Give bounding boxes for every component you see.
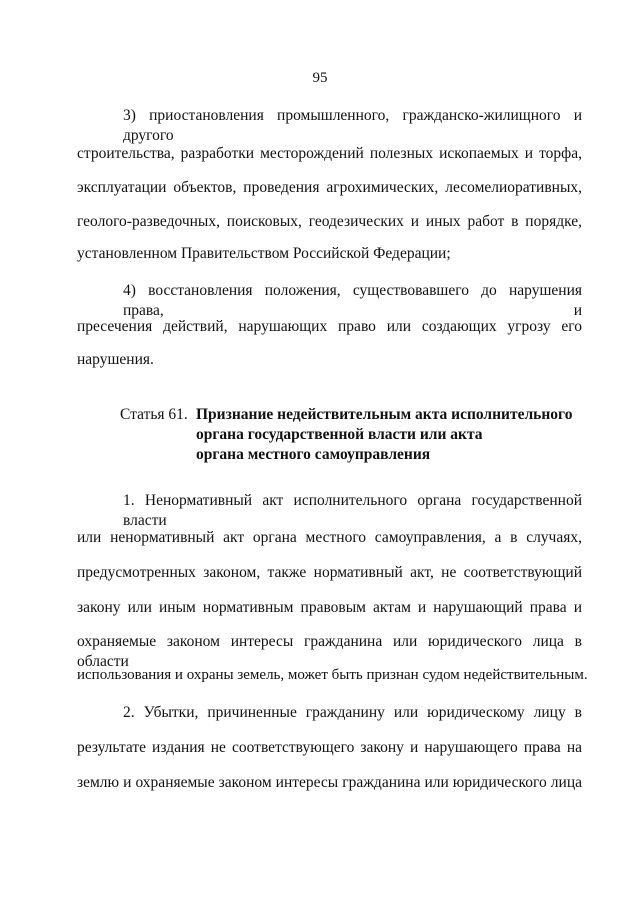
clause-1-line-4: закону или иным нормативным правовым актам и нарушающий права и [77, 599, 582, 616]
clause-2-line-1: 2. Убытки, причиненные гражданину или юридическому лицу в [123, 704, 582, 721]
article-title-line-3: органа местного самоуправления [196, 446, 431, 463]
clause-1-line-1: 1. Ненормативный акт исполнительного органа государственной власти [123, 492, 582, 529]
clause-2-line-3: землю и охраняемые законом интересы гражданина или юридического лица [77, 774, 582, 791]
clause-1-line-6: использования и охраны земель, может быть признан судом недействительным. [77, 667, 588, 683]
paragraph-3-line-5: установленном Правительством Российской Федерации; [77, 245, 451, 262]
paragraph-3-line-1: 3) приостановления промышленного, гражданско-жилищного и другого [123, 107, 582, 144]
paragraph-3-line-4: геолого-разведочных, поисковых, геодезических и иных работ в порядке, [77, 213, 582, 230]
clause-1-line-2: или ненормативный акт органа местного самоуправления, а в случаях, [77, 529, 582, 546]
clause-2-line-2: результате издания не соответствующего закону и нарушающего права на [77, 739, 582, 756]
paragraph-4-line-3: нарушения. [77, 351, 154, 368]
clause-1-line-3: предусмотренных законом, также нормативный акт, не соответствующий [77, 564, 582, 581]
article-title [196, 405, 572, 465]
clause-1-line-5: охраняемые законом интересы гражданина или юридического лица в области [77, 633, 582, 670]
paragraph-3-line-3: эксплуатации объектов, проведения агрохимических, лесомелиоративных, [77, 179, 582, 196]
paragraph-4-line-2: пресечения действий, нарушающих право или создающих угрозу его [77, 318, 582, 335]
article-label: Статья 61. [120, 406, 188, 423]
article-title-line-1: Признание недействительным акта исполнительного [196, 406, 573, 423]
page-number: 95 [312, 70, 328, 86]
paragraph-4-line-1: 4) восстановления положения, существовавшего до нарушения права, и [123, 282, 582, 319]
article-title-line-2: органа государственной власти или акта [196, 426, 483, 443]
paragraph-3-line-2: строительства, разработки месторождений полезных ископаемых и торфа, [77, 145, 582, 162]
